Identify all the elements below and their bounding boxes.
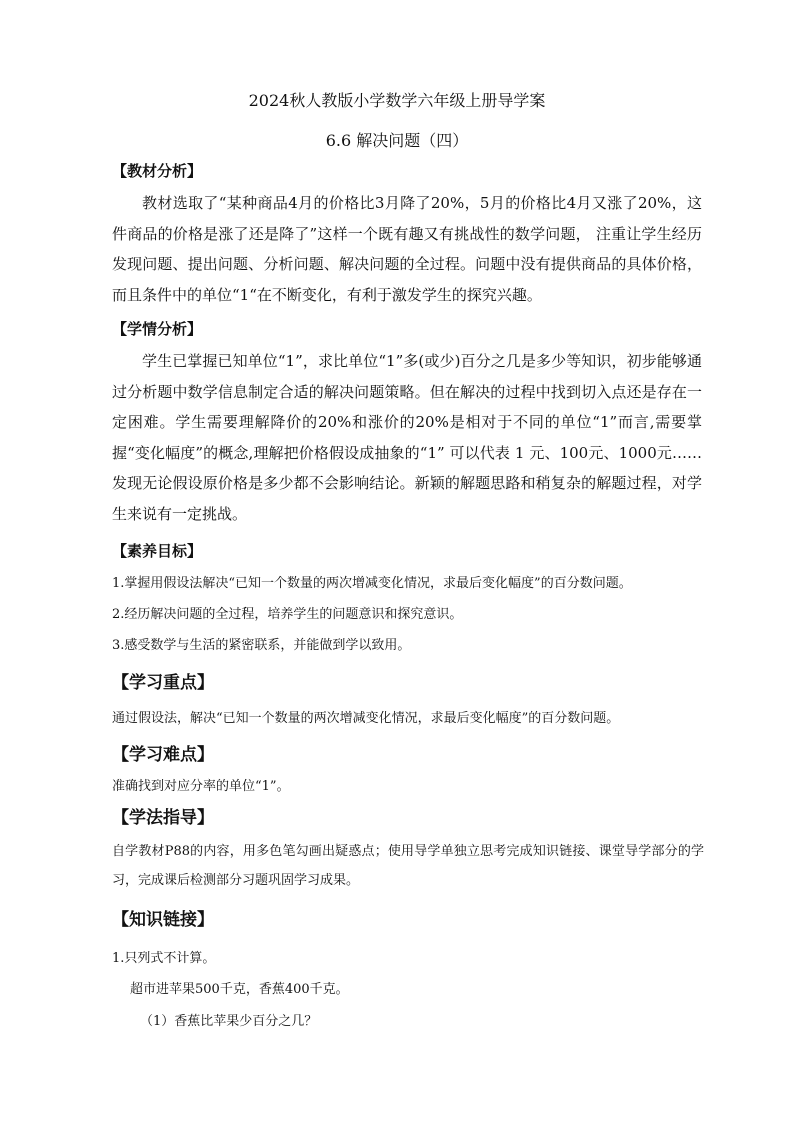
heading-difficulties: 【学习难点】 xyxy=(112,745,214,765)
heading-method: 【学法指导】 xyxy=(112,808,214,828)
heading-material-analysis: 【教材分析】 xyxy=(112,162,203,180)
difficulties-text: 准确找到对应分率的单位“1”。 xyxy=(112,779,290,794)
question-1: 1.只列式不计算。 xyxy=(112,951,216,966)
material-analysis-text: 教材选取了“某种商品4月的价格比3月降了20%，5月的价格比4月又涨了20%，这件商品的价格是涨了还是降了”这样一个既有趣又有挑战性的数学问题， 注重让学生经历发现问题、提出问题、分析问题、解决问题的全过程。问题中没有提供商品的具体价格，而且条件中的单位“1“在不断变化，有利于激发学生的探究兴趣。 xyxy=(112,194,702,304)
key-points-text: 通过假设法，解决“已知一个数量的两次增减变化情况，求最后变化幅度”的百分数问题。 xyxy=(112,711,620,726)
document-title: 2024秋人教版小学数学六年级上册导学案 xyxy=(248,91,546,110)
heading-knowledge-links: 【知识链接】 xyxy=(112,910,214,930)
document-subtitle: 6.6 解决问题（四） xyxy=(325,131,469,150)
goal-item-1: 1.掌握用假设法解决“已知一个数量的两次增减变化情况，求最后变化幅度”的百分数问题。 xyxy=(112,576,632,591)
heading-key-points: 【学习重点】 xyxy=(112,673,214,693)
goal-item-3: 3.感受数学与生活的紧密联系，并能做到学以致用。 xyxy=(112,638,411,653)
question-1-context: 超市进苹果500千克，香蕉400千克。 xyxy=(130,982,349,997)
goal-item-2: 2.经历解决问题的全过程，培养学生的问题意识和探究意识。 xyxy=(112,607,463,622)
heading-student-analysis: 【学情分析】 xyxy=(112,320,203,338)
heading-goals: 【素养目标】 xyxy=(112,542,203,560)
method-text: 自学教材P88的内容，用多色笔勾画出疑惑点；使用导学单独立思考完成知识链接、课堂导学部分的学习，完成课后检测部分习题巩固学习成果。 xyxy=(112,844,704,888)
question-1-sub-1: （1）香蕉比苹果少百分之几？ xyxy=(140,1014,318,1029)
student-analysis-text: 学生已掌握已知单位“1”，求比单位“1”多(或少)百分之几是多少等知识，初步能够通过分析题中数学信息制定合适的解决问题策略。但在解决的过程中找到切入点还是存在一定困难。学生需要理解降价的20%和涨价的20%是相对于不同的单位“1”而言,需要掌握“变化幅度”的概念,理解把价格假设成抽象的“1” 可以代表 1 元、100元、1000元……发现无论假设原价格是多少都不会影响结论。新颖的解题思路和稍复杂的解题过程，对学生来说有一定挑战。 xyxy=(112,352,702,523)
